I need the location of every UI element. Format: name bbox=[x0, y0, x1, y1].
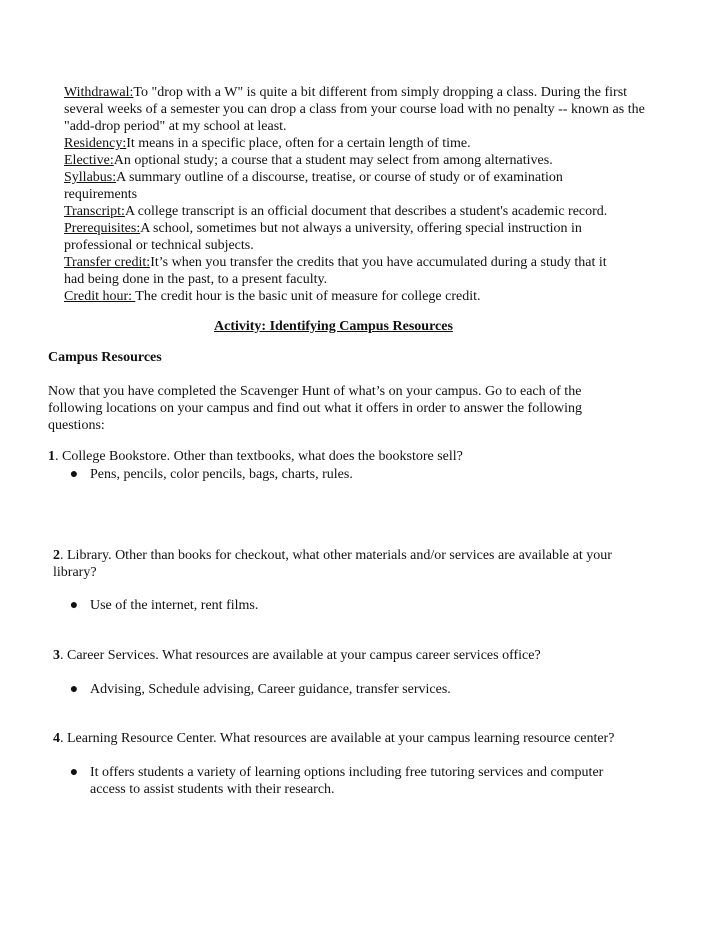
glossary-residency bbox=[64, 135, 664, 152]
answer-4: It offers students a variety of learning options including free tutoring services and computer access to assist students with their research. bbox=[90, 765, 604, 797]
question-number: 1 bbox=[48, 449, 55, 464]
answer-3: Advising, Schedule advising, Career guidance, transfer services. bbox=[90, 682, 451, 697]
glossary-term: Transcript: bbox=[64, 204, 125, 219]
glossary-withdrawal bbox=[64, 84, 664, 135]
question-text: . Career Services. What resources are available at your campus career services office? bbox=[60, 648, 541, 663]
question-number: 3 bbox=[53, 648, 60, 663]
question-text: . Library. Other than books for checkout, what other materials and/or services are available at your library? bbox=[53, 548, 612, 580]
question-text: . College Bookstore. Other than textbooks, what does the bookstore sell? bbox=[55, 449, 463, 464]
glossary-definition: The credit hour is the basic unit of measure for college credit. bbox=[135, 289, 481, 304]
glossary-term: Syllabus: bbox=[64, 170, 117, 185]
glossary-term: Residency: bbox=[64, 136, 127, 151]
bullet-icon: ● bbox=[69, 765, 79, 780]
section-heading: Campus Resources bbox=[48, 350, 162, 365]
glossary-definition: It’s when you transfer the credits that you have accumulated during a study that it had being done in the past, to a present faculty. bbox=[64, 255, 607, 287]
bullet-icon: ● bbox=[69, 598, 79, 613]
glossary-elective bbox=[64, 152, 664, 169]
glossary-definition: To "drop with a W" is quite a bit different from simply dropping a class. During the first several weeks of a semester you can drop a class from your course load with no penalty -- known as the "add-drop period" at my school at least. bbox=[64, 85, 645, 134]
activity-title: Activity: Identifying Campus Resources bbox=[214, 319, 453, 334]
glossary-term: Elective: bbox=[64, 153, 114, 168]
glossary-term: Credit hour: bbox=[64, 289, 136, 304]
question-number: 2 bbox=[53, 548, 60, 563]
bullet-icon: ● bbox=[69, 682, 79, 697]
glossary-transcript bbox=[64, 203, 674, 220]
answer-2: Use of the internet, rent films. bbox=[90, 598, 259, 613]
glossary-syllabus bbox=[64, 169, 604, 203]
glossary-definition: A summary outline of a discourse, treatise, or course of study or of examination requirements bbox=[64, 170, 563, 202]
glossary-term: Withdrawal: bbox=[64, 85, 134, 100]
glossary-credit-hour bbox=[64, 288, 664, 305]
glossary-definition: It means in a specific place, often for a certain length of time. bbox=[126, 136, 471, 151]
question-3 bbox=[53, 647, 673, 664]
glossary-definition: A college transcript is an official document that describes a student's academic record. bbox=[124, 204, 608, 219]
glossary-prerequisites bbox=[64, 220, 629, 254]
bullet-icon: ● bbox=[69, 467, 79, 482]
question-number: 4 bbox=[53, 731, 60, 746]
glossary-definition: An optional study; a course that a student may select from among alternatives. bbox=[113, 153, 553, 168]
glossary-term: Prerequisites: bbox=[64, 221, 141, 236]
question-4 bbox=[53, 730, 693, 747]
glossary-term: Transfer credit: bbox=[64, 255, 151, 270]
question-1 bbox=[48, 448, 668, 465]
question-2 bbox=[53, 547, 648, 581]
question-text: . Learning Resource Center. What resources are available at your campus learning resource center? bbox=[60, 731, 615, 746]
glossary-definition: A school, sometimes but not always a university, offering special instruction in professional or technical subjects. bbox=[64, 221, 582, 253]
answer-1: Pens, pencils, color pencils, bags, charts, rules. bbox=[90, 467, 353, 482]
glossary-transfer-credit bbox=[64, 254, 629, 288]
intro-paragraph: Now that you have completed the Scavenger Hunt of what’s on your campus. Go to each of the following locations on your campus and find out what it offers in order to answer the following questions: bbox=[48, 384, 582, 433]
